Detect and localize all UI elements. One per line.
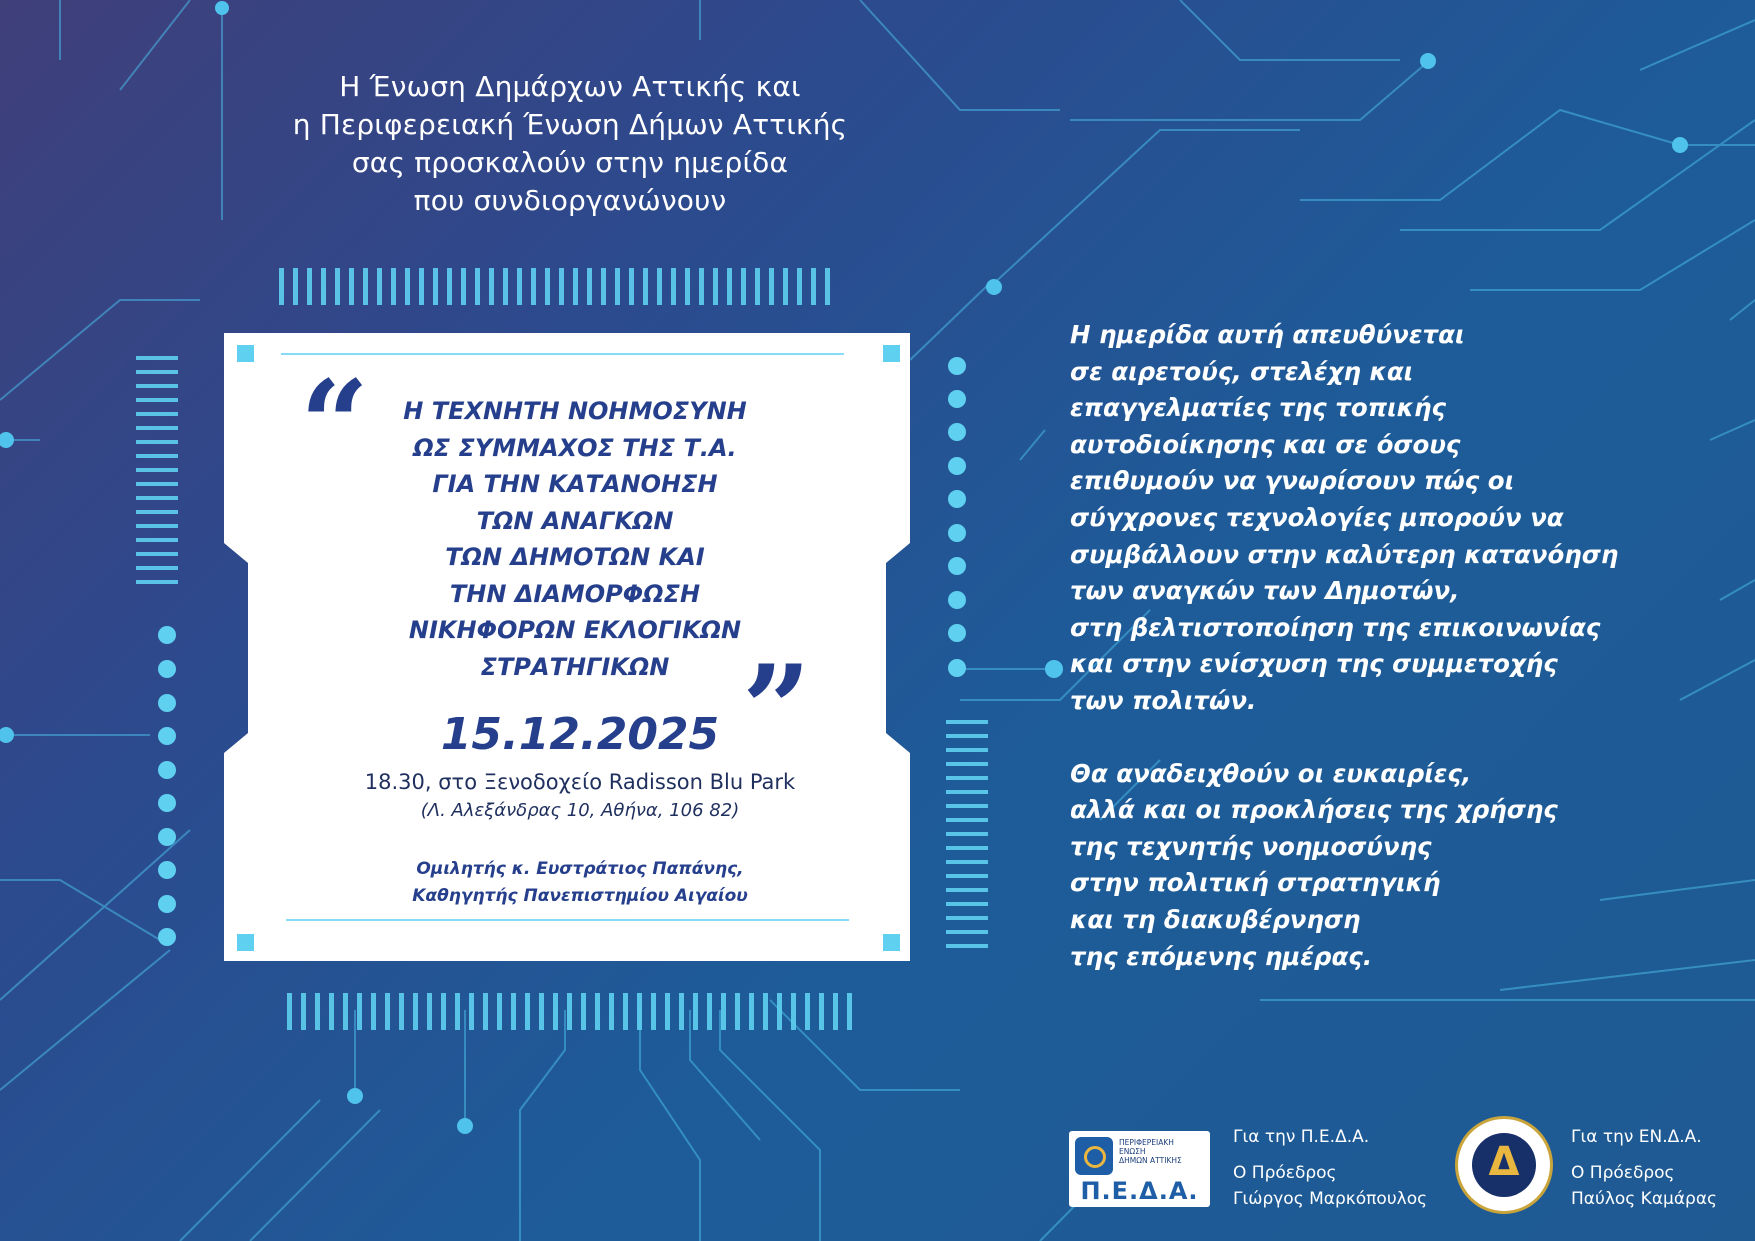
title-line: ΤΩΝ ΑΝΑΓΚΩΝ [476, 506, 674, 535]
open-quote-mark: “ [300, 354, 370, 495]
description-line: και στην ενίσχυση της συμμετοχής [1070, 649, 1558, 679]
description-line: Θα αναδειχθούν οι ευκαιρίες, [1070, 758, 1472, 788]
description-line: επιθυμούν να γνωρίσουν πώς οι [1070, 466, 1515, 496]
signature-name: Γιώργος Μαρκόπουλος [1233, 1189, 1428, 1209]
title-line: Η ΤΕΧΝΗΤΗ ΝΟΗΜΟΣΥΝΗ [403, 397, 747, 425]
invitation-header [240, 68, 900, 220]
header-line: η Περιφερειακή Ένωση Δήμων Αττικής [292, 108, 848, 141]
description-line: των πολιτών. [1070, 685, 1257, 715]
event-title [360, 393, 790, 685]
signature-role: Ο Πρόεδρος [1571, 1163, 1675, 1183]
signature-role: Ο Πρόεδρος [1233, 1163, 1337, 1183]
speaker-line: Ομιλητής κ. Ευστράτιος Παπάνης, [416, 859, 744, 879]
title-line: ΣΤΡΑΤΗΓΙΚΩΝ [480, 652, 670, 681]
speaker-line: Καθηγητής Πανεπιστημίου Αιγαίου [412, 886, 748, 906]
description-line: αλλά και οι προκλήσεις της χρήσης [1070, 795, 1558, 825]
description-line: αυτοδιοίκησης και σε όσους [1070, 429, 1461, 459]
peda-logo-acronym: Π.Ε.Δ.Α. [1080, 1177, 1199, 1205]
event-venue: 18.30, στο Ξενοδοχείο Radisson Blu Park [364, 770, 796, 794]
peda-logo-line: ΠΕΡΙΦΕΡΕΙΑΚΗ [1119, 1138, 1174, 1147]
header-line: σας προσκαλούν στην ημερίδα [351, 146, 789, 179]
event-speaker [310, 856, 850, 910]
header-line: που συνδιοργανώνουν [413, 184, 727, 217]
enda-signature [1571, 1124, 1717, 1212]
title-line: ΓΙΑ ΤΗΝ ΚΑΤΑΝΟΗΣΗ [432, 470, 718, 498]
close-quote-mark: ” [742, 639, 812, 780]
signature-for: Για την ΕΝ.Δ.Α. [1571, 1127, 1702, 1147]
title-line: ΩΣ ΣΥΜΜΑΧΟΣ ΤΗΣ Τ.Α. [413, 433, 737, 462]
peda-logo-text [1119, 1138, 1207, 1165]
event-description [1070, 317, 1710, 975]
header-line: Η Ένωση Δημάρχων Αττικής και [339, 70, 801, 103]
enda-seal-inner-icon [1472, 1133, 1536, 1197]
description-line: στην πολιτική στρατηγική [1070, 868, 1441, 898]
description-line: σύγχρονες τεχνολογίες μπορούν να [1070, 502, 1564, 532]
signature-name: Παύλος Καμάρας [1571, 1189, 1718, 1209]
peda-logo-line: ΕΝΩΣΗ [1119, 1147, 1146, 1156]
peda-signature [1233, 1124, 1427, 1212]
description-line: της τεχνητής νοημοσύνης [1070, 831, 1432, 861]
enda-seal-logo [1455, 1116, 1553, 1214]
description-line: επαγγελματίες της τοπικής [1070, 393, 1446, 423]
description-line: συμβάλλουν στην καλύτερη κατανόηση [1070, 539, 1619, 569]
description-line: της επόμενης ημέρας. [1070, 941, 1373, 971]
title-line: ΝΙΚΗΦΟΡΩΝ ΕΚΛΟΓΙΚΩΝ [408, 616, 742, 644]
title-line: ΤΩΝ ΔΗΜΟΤΩΝ ΚΑΙ [445, 543, 705, 571]
peda-logo [1069, 1131, 1210, 1207]
description-line: σε αιρετούς, στελέχη και [1070, 356, 1414, 386]
event-address: (Λ. Αλεξάνδρας 10, Αθήνα, 106 82) [420, 800, 740, 821]
description-line: και τη διακυβέρνηση [1070, 904, 1361, 934]
paragraph-gap [1070, 720, 1710, 756]
description-line: Η ημερίδα αυτή απευθύνεται [1070, 320, 1465, 349]
peda-spiral-icon [1075, 1137, 1113, 1175]
signature-for: Για την Π.Ε.Δ.Α. [1233, 1127, 1370, 1147]
title-line: ΤΗΝ ΔΙΑΜΟΡΦΩΣΗ [449, 579, 701, 608]
peda-logo-line: ΔΗΜΩΝ ΑΤΤΙΚΗΣ [1119, 1156, 1182, 1165]
description-line: στη βελτιστοποίηση της επικοινωνίας [1070, 612, 1601, 642]
description-line: των αναγκών των Δημοτών, [1070, 576, 1460, 606]
event-date: 15.12.2025 [440, 709, 720, 760]
